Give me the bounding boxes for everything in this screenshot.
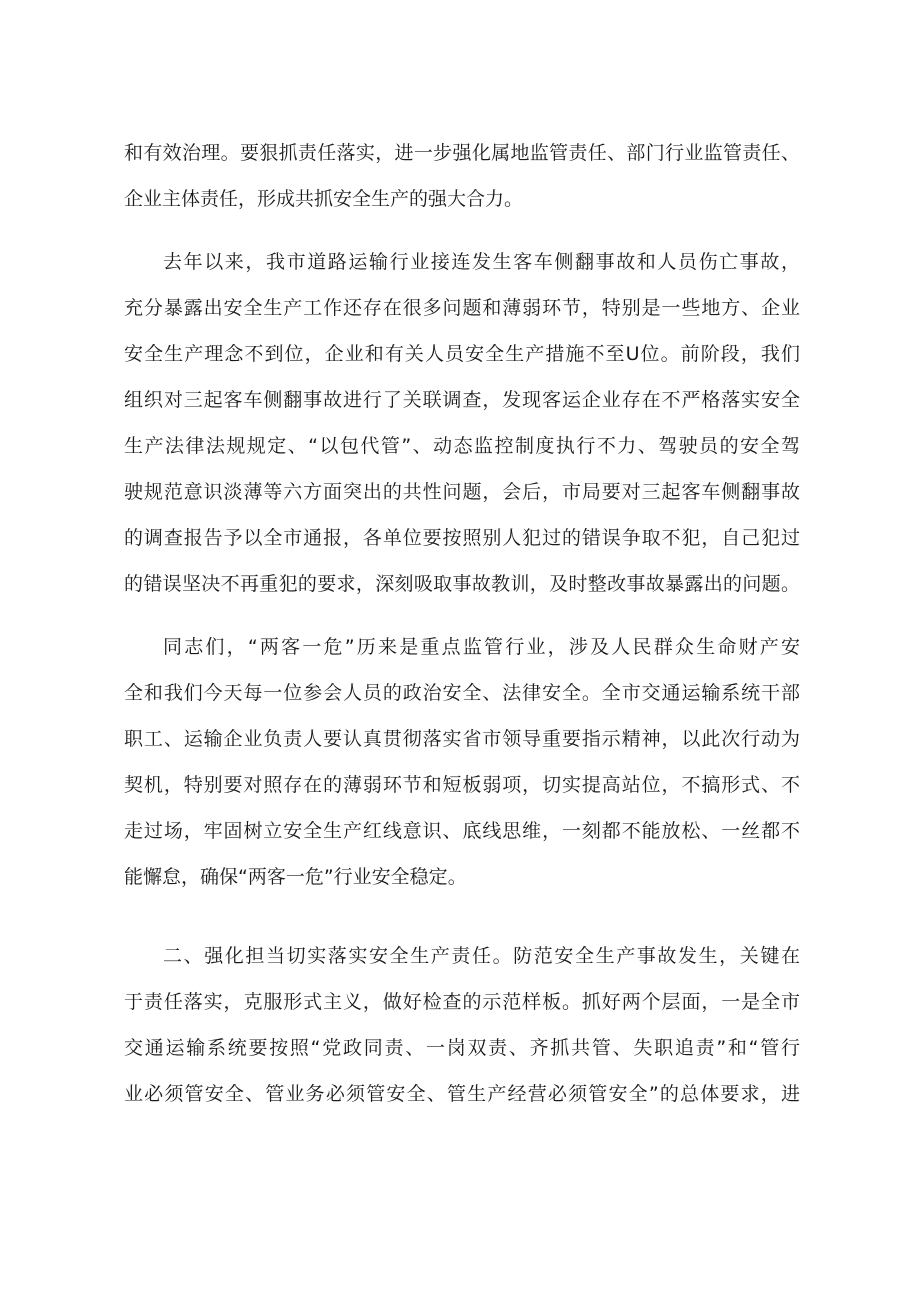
paragraph-3-line-2: 全和我们今天每一位参会人员的政治安全、法律安全。全市交通运输系统干部 [124, 682, 800, 704]
paragraph-3-line-1: 同志们，“两客一危”历来是重点监管行业，涉及人民群众生命财产安 [163, 636, 800, 658]
paragraph-4-line-2: 于责任落实，克服形式主义，做好检查的示范样板。抓好两个层面，一是全市 [124, 991, 800, 1013]
paragraph-2-line-2: 充分暴露出安全生产工作还存在很多问题和薄弱环节，特别是一些地方、企业 [124, 297, 800, 319]
paragraph-2-line-4: 组织对三起客车侧翻事故进行了关联调查，发现客运企业存在不严格落实安全 [124, 389, 800, 411]
paragraph-3-line-3: 职工、运输企业负责人要认真贯彻落实省市领导重要指示精神，以此次行动为 [124, 728, 800, 750]
paragraph-2-line-5: 生产法律法规规定、“以包代管”、动态监控制度执行不力、驾驶员的安全驾 [124, 435, 800, 457]
paragraph-2-line-8: 的错误坚决不再重犯的要求，深刻吸取事故教训，及时整改事故暴露出的问题。 [124, 573, 800, 595]
paragraph-4-line-3: 交通运输系统要按照“党政同责、一岗双责、齐抓共管、失职追责”和“管行 [124, 1037, 800, 1059]
paragraph-3-line-5: 走过场，牢固树立安全生产红线意识、底线思维，一刻都不能放松、一丝都不 [124, 820, 800, 842]
paragraph-1-line-1: 和有效治理。要狠抓责任落实，进一步强化属地监管责任、部门行业监管责任、 [124, 142, 800, 164]
paragraph-4-line-4: 业必须管安全、管业务必须管安全、管生产经营必须管安全”的总体要求，进 [124, 1083, 800, 1105]
paragraph-4-line-1: 二、强化担当切实落实安全生产责任。防范安全生产事故发生，关键在 [163, 945, 800, 967]
paragraph-2-line-1: 去年以来，我市道路运输行业接连发生客车侧翻事故和人员伤亡事故， [163, 251, 800, 273]
paragraph-1-line-2: 企业主体责任，形成共抓安全生产的强大合力。 [124, 188, 524, 210]
paragraph-2-line-7: 的调查报告予以全市通报，各单位要按照别人犯过的错误争取不犯，自己犯过 [124, 527, 800, 549]
paragraph-2-line-6: 驶规范意识淡薄等六方面突出的共性问题，会后，市局要对三起客车侧翻事故 [124, 481, 800, 503]
paragraph-3-line-4: 契机，特别要对照存在的薄弱环节和短板弱项，切实提高站位，不搞形式、不 [124, 774, 800, 796]
paragraph-2-line-3: 安全生产理念不到位，企业和有关人员安全生产措施不至U位。前阶段，我们 [124, 343, 800, 365]
paragraph-3-line-6: 能懈怠，确保“两客一危”行业安全稳定。 [124, 866, 467, 888]
